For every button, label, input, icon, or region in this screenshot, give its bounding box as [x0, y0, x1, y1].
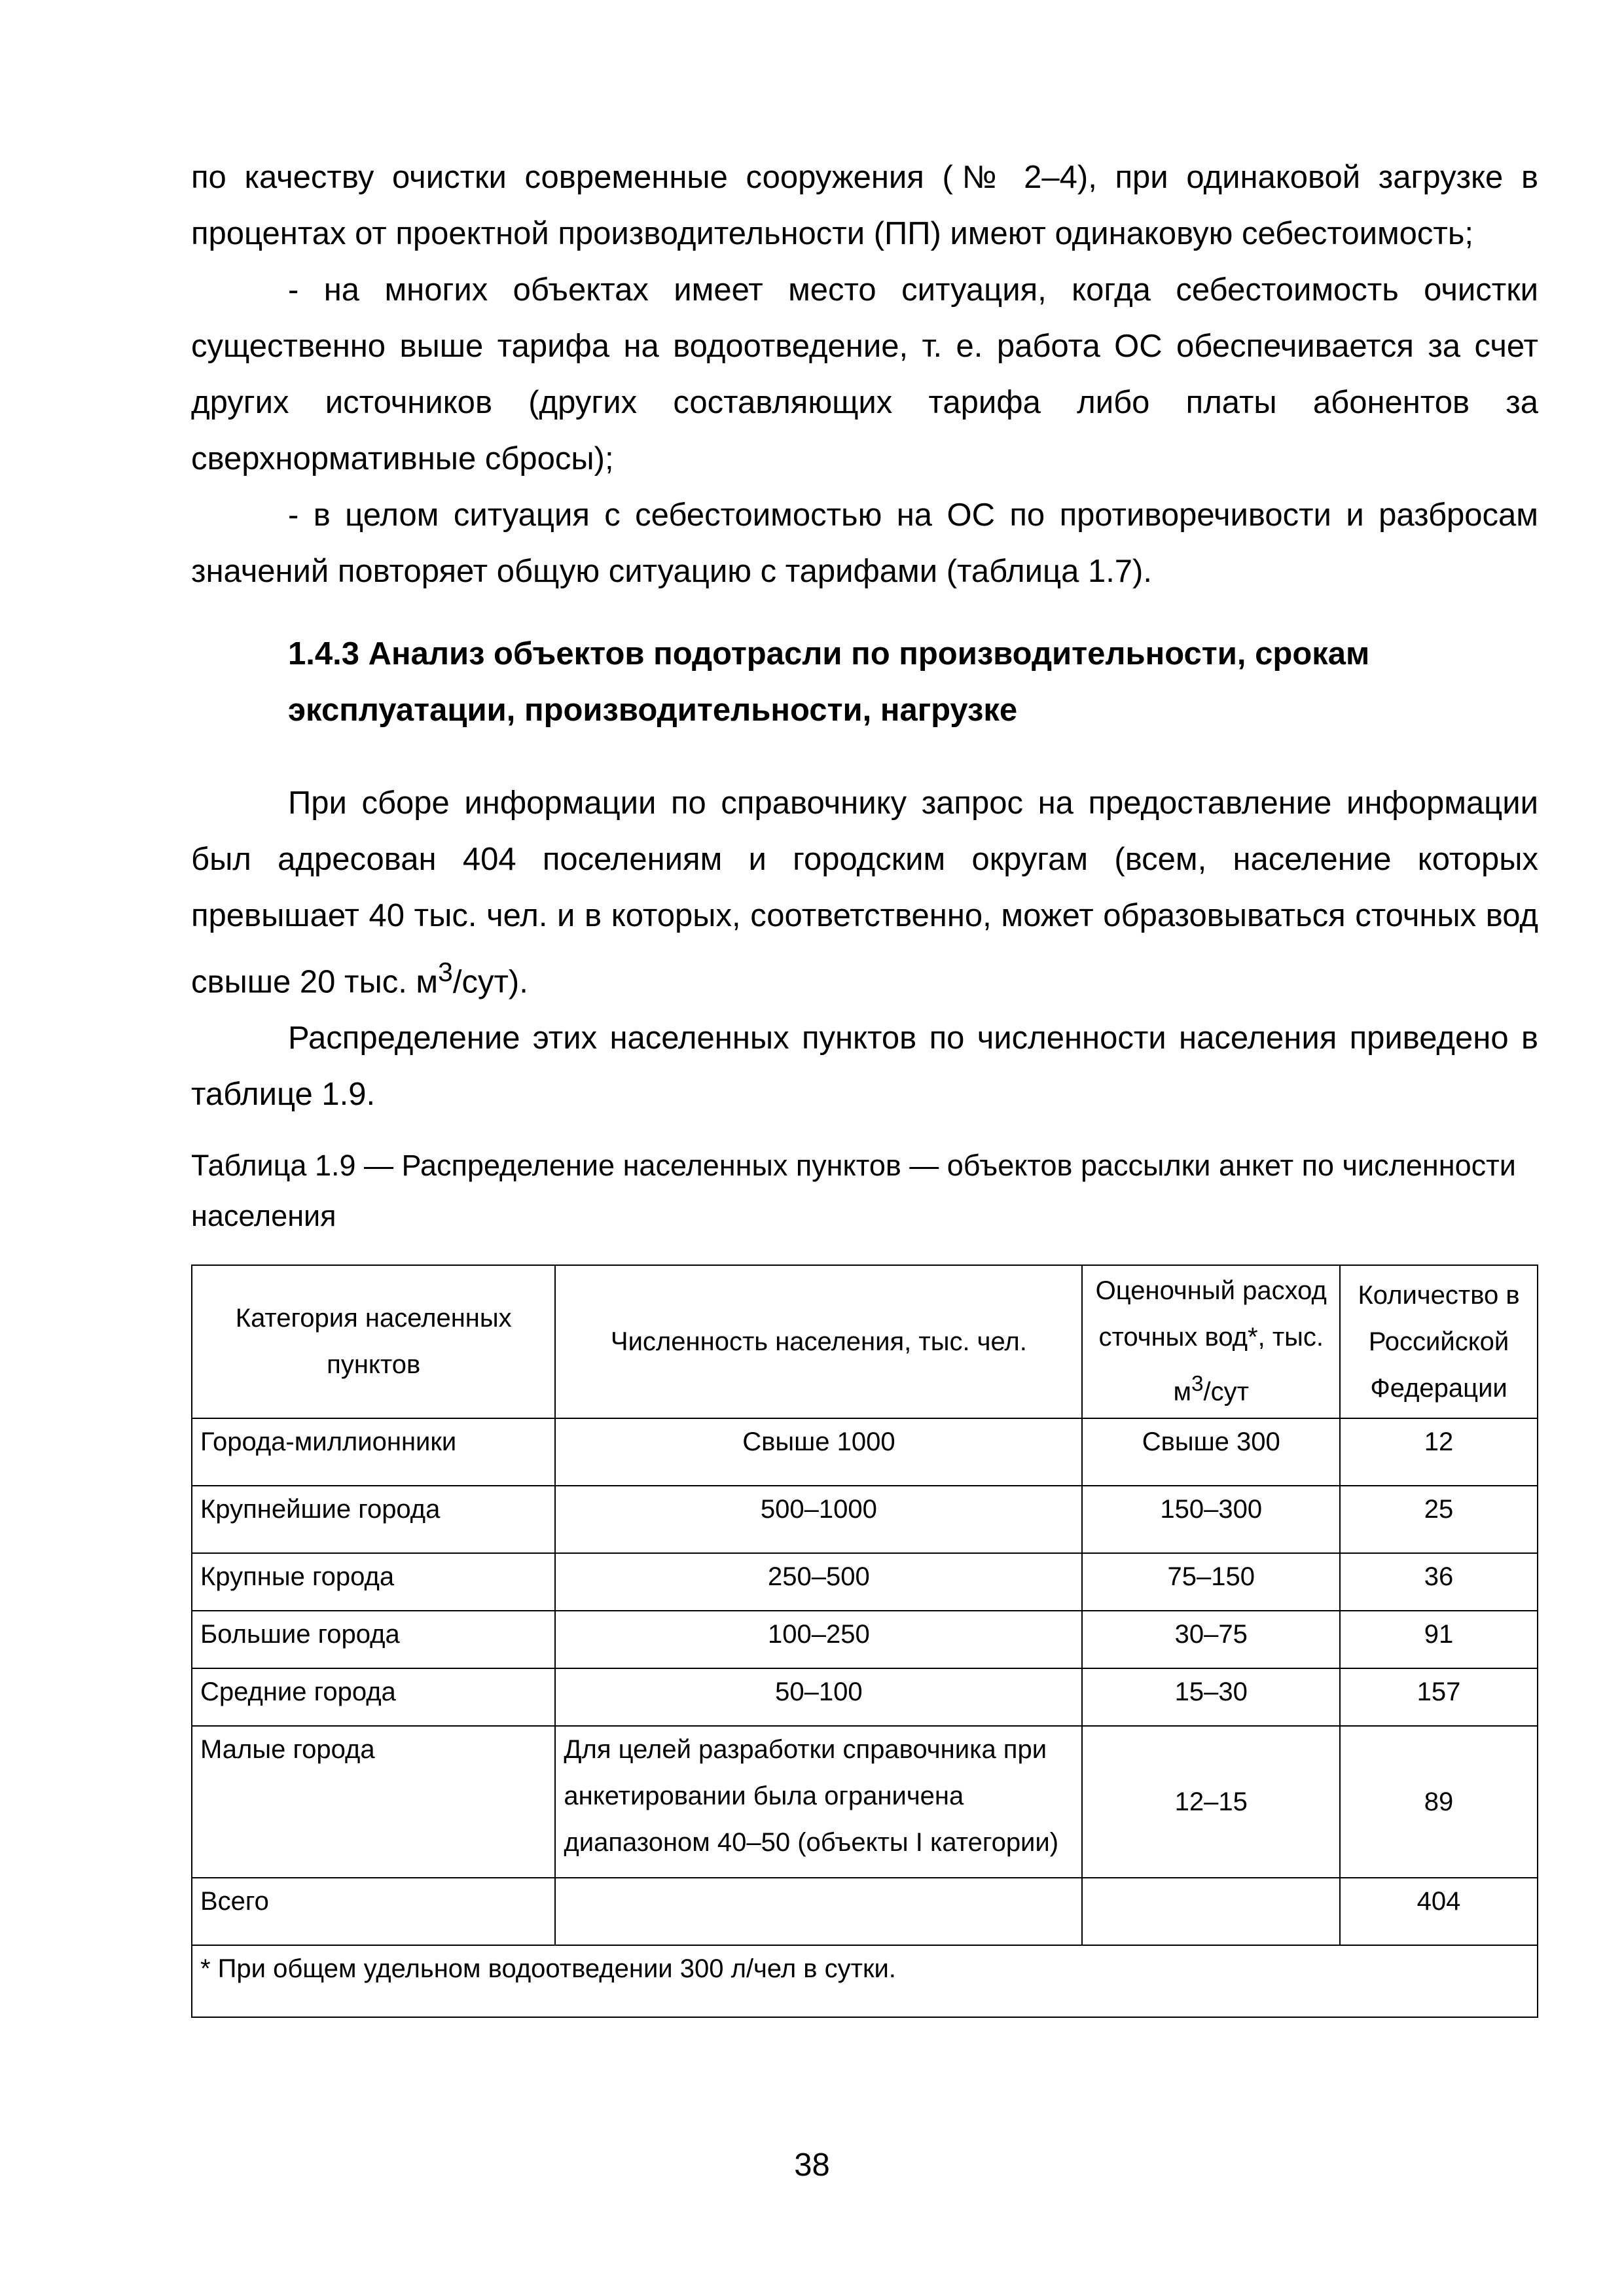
paragraph-2: - на многих объектах имеет место ситуация, когда себестоимость очистки существенно выше тарифа на водоотведение, т. е. работа ОС обеспечивается за счет других источников (других составляющих тарифа либо платы абонентов за сверхнормативные сбросы); [191, 272, 1538, 476]
cell-count: 91 [1340, 1611, 1538, 1668]
table-row-total [192, 1878, 1538, 1945]
cell-population [555, 1878, 1082, 1945]
cell-flow [1082, 1878, 1340, 1945]
table-row [192, 1611, 1538, 1668]
cell-flow: 12–15 [1082, 1726, 1340, 1878]
cell-category: Большие города [192, 1611, 555, 1668]
cell-flow: 75–150 [1082, 1553, 1340, 1611]
table-row [192, 1726, 1538, 1878]
cell-flow: 30–75 [1082, 1611, 1340, 1668]
page-number: 38 [794, 2147, 830, 2183]
cell-category: Всего [192, 1878, 555, 1945]
paragraph-1: по качеству очистки современные сооружения (№ 2–4), при одинаковой загрузке в процентах от проектной производительности (ПП) имеют одинаковую себестоимость; [191, 160, 1538, 251]
cell-count: 12 [1340, 1418, 1538, 1486]
cell-category: Крупнейшие города [192, 1486, 555, 1553]
cell-category: Малые города [192, 1726, 555, 1878]
table-row [192, 1418, 1538, 1486]
table-footnote: * При общем удельном водоотведении 300 л/чел в сутки. [192, 1945, 1538, 2017]
cell-population: Свыше 1000 [555, 1418, 1082, 1486]
table-header-row [192, 1265, 1538, 1418]
section-heading: 1.4.3 Анализ объектов подотрасли по производительности, срокам эксплуатации, производительности, нагрузке [288, 636, 1370, 728]
cell-flow: 15–30 [1082, 1668, 1340, 1726]
cell-population: 250–500 [555, 1553, 1082, 1611]
paragraph-4-tail: /сут). [452, 964, 528, 1000]
header-category: Категория населенных пунктов [192, 1265, 555, 1418]
header-flow-unit: /сут [1203, 1377, 1249, 1407]
population-table [191, 1265, 1538, 2018]
table-caption: Таблица 1.9 — Распределение населенных пунктов — объектов рассылки анкет по численности населения [191, 1149, 1516, 1232]
cell-count: 36 [1340, 1553, 1538, 1611]
paragraph-5: Распределение этих населенных пунктов по численности населения приведено в таблице 1.9. [191, 1020, 1538, 1113]
header-population: Численность населения, тыс. чел. [555, 1265, 1082, 1418]
cell-category: Города-миллионники [192, 1418, 555, 1486]
cell-count: 25 [1340, 1486, 1538, 1553]
table-row [192, 1486, 1538, 1553]
cell-population: Для целей разработки справочника при анкетировании была ограничена диапазоном 40–50 (объекты I категории) [555, 1726, 1082, 1878]
body-text-block [191, 775, 1538, 1122]
table-note-row [192, 1945, 1538, 2017]
cell-count: 157 [1340, 1668, 1538, 1726]
paragraph-4 [191, 775, 1538, 1010]
cell-count: 89 [1340, 1726, 1538, 1878]
cell-category: Средние города [192, 1668, 555, 1726]
paragraph-4-superscript: 3 [438, 957, 453, 987]
cell-flow: 150–300 [1082, 1486, 1340, 1553]
header-flow-superscript: 3 [1191, 1372, 1204, 1397]
cell-flow: Свыше 300 [1082, 1418, 1340, 1486]
cell-population: 50–100 [555, 1668, 1082, 1726]
cell-population: 100–250 [555, 1611, 1082, 1668]
cell-population: 500–1000 [555, 1486, 1082, 1553]
header-flow-text: Оценочный расход сточных вод*, тыс. м [1095, 1276, 1327, 1407]
paragraph-4-text: При сборе информации по справочнику запрос на предоставление информации был адресован 404 поселениям и городским округам (всем, население которых превышает 40 тыс. чел. и в которых, соответственно, может образовываться сточных вод свыше 20 тыс. м [191, 785, 1538, 1000]
header-count: Количество в Российской Федерации [1340, 1265, 1538, 1418]
paragraph-3: - в целом ситуация с себестоимостью на ОС по противоречивости и разбросам значений повторяет общую ситуацию с тарифами (таблица 1.7). [191, 497, 1538, 589]
header-flow [1082, 1265, 1340, 1418]
cell-count: 404 [1340, 1878, 1538, 1945]
table-row [192, 1668, 1538, 1726]
cell-category: Крупные города [192, 1553, 555, 1611]
table-row [192, 1553, 1538, 1611]
top-text-block [191, 149, 1538, 600]
